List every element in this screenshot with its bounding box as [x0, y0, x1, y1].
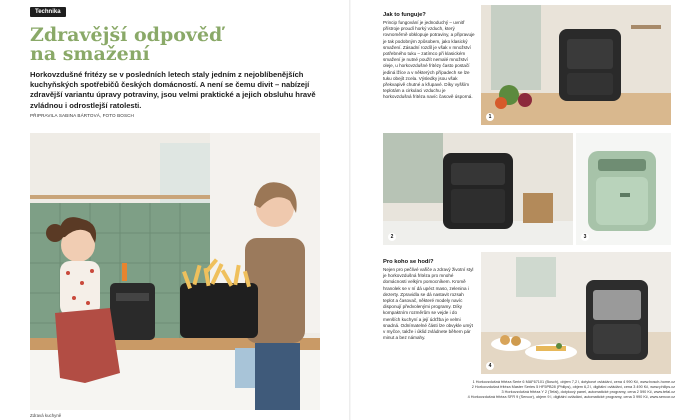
section-body-who: Nejen pro pečlivé vařiče a zdravý životní styl je horkovzdušná fritéza pro mnohé domácnosti velkým pomocníkem. Kromě hranolek se v ní dá upéct maso, zelenina i dezerty. Zpravidla se dá nastavit rozsah teplot a časovač, některé modely navíc disponují předvolenými programy. Díky kompaktním rozměrům se vejde i do menších kuchyní a její údržba je velmi snadná. Odnímatelné části lze obvykle umýt v myčce, takže i úklid zvládnete během pár minut a bez námahy. — [383, 267, 474, 341]
caption-4: 4 Horkovzdušná fritéza SFR 9 (Sencor), objem 9 l, digitální ovládání, automatické programy, cena 3 990 Kč, www.sencor.cz — [467, 395, 675, 399]
kitchen-scene-illustration — [30, 133, 320, 410]
page-gutter — [349, 0, 351, 420]
caption-3: 3 Horkovzdušná fritéza Y 2 (Tefal), dotykový panel, automatické programy, cena 2 590 Kč, www.tefal.cz — [501, 390, 675, 394]
section-heading-how: Jak to funguje? — [383, 12, 426, 18]
byline: PŘIPRAVILA SABINA BÁRTOVÁ, FOTO BOSCH — [30, 113, 134, 118]
product-photo-4 — [481, 252, 671, 374]
photo-3-illustration — [576, 133, 671, 245]
product-captions — [383, 380, 675, 400]
photo-2-illustration — [383, 133, 573, 245]
photo-number-3: 3 — [581, 233, 589, 241]
footer-left: Zdravá kuchyně — [30, 413, 62, 418]
photo-number-1: 1 — [486, 113, 494, 121]
section-tag: Technika — [30, 7, 66, 17]
photo-1-illustration — [481, 5, 671, 125]
product-photo-1 — [481, 5, 671, 125]
section-who-for — [383, 259, 475, 379]
caption-1: 1 Horkovzdušná fritéza Serie 6 MAF67101 (Bosch), objem 7,2 l, dotykové ovládání, cena 4 990 Kč, www.bosch-home.cz — [472, 380, 675, 384]
headline-line-2: na smažení — [30, 43, 150, 65]
section-body-how: Princip fungování je jednoduchý – uvnitř přístroje proudí horký vzduch, který rovnoměrně obklopuje potraviny, a připravuje je tak podobným způsobem, jako klasický smažení. Zásadní rozdíl je však v množství potřebného tuku – zatímco při klasickém smažení je nutné použít nemalé množství oleje, u horkovzdušné fritézy často postačí jediná lžíce a v některých případech se lze tuku obejít zcela. Výsledky jsou však překvapivě chutné a křupavé. Díky vyšším teplotám a cirkulaci vzduchu je horkovzdušná fritéza navíc časově úsporná. — [383, 20, 475, 100]
lede-paragraph: Horkovzdušné fritézy se v posledních letech staly jedním z nejoblíbenějších kuchyňských spotřebičů českých domácností. A není se čemu divit – nabízejí zdravější variantu úpravy potraviny, jsou velmi praktické a jejich obsluhu hravě zvládnou i odrostlejší ratolesti. — [30, 70, 316, 110]
page-headline — [30, 26, 330, 64]
photo-number-4: 4 — [486, 362, 494, 370]
product-photo-2 — [383, 133, 573, 245]
photo-4-illustration — [481, 252, 671, 374]
section-how-it-works — [383, 12, 475, 127]
product-photo-3 — [576, 133, 671, 245]
caption-2: 2 Horkovzdušná fritéza Master Series 5 HF5PB28 (Philips), objem 6,2 l, digitální ovládání, cena 3 490 Kč, www.philips.cz — [471, 385, 675, 389]
section-heading-who: Pro koho se hodí? — [383, 259, 434, 265]
photo-number-2: 2 — [388, 233, 396, 241]
main-photo-kitchen — [30, 133, 320, 410]
headline-line-1: Zdravější odpověď — [30, 24, 223, 46]
